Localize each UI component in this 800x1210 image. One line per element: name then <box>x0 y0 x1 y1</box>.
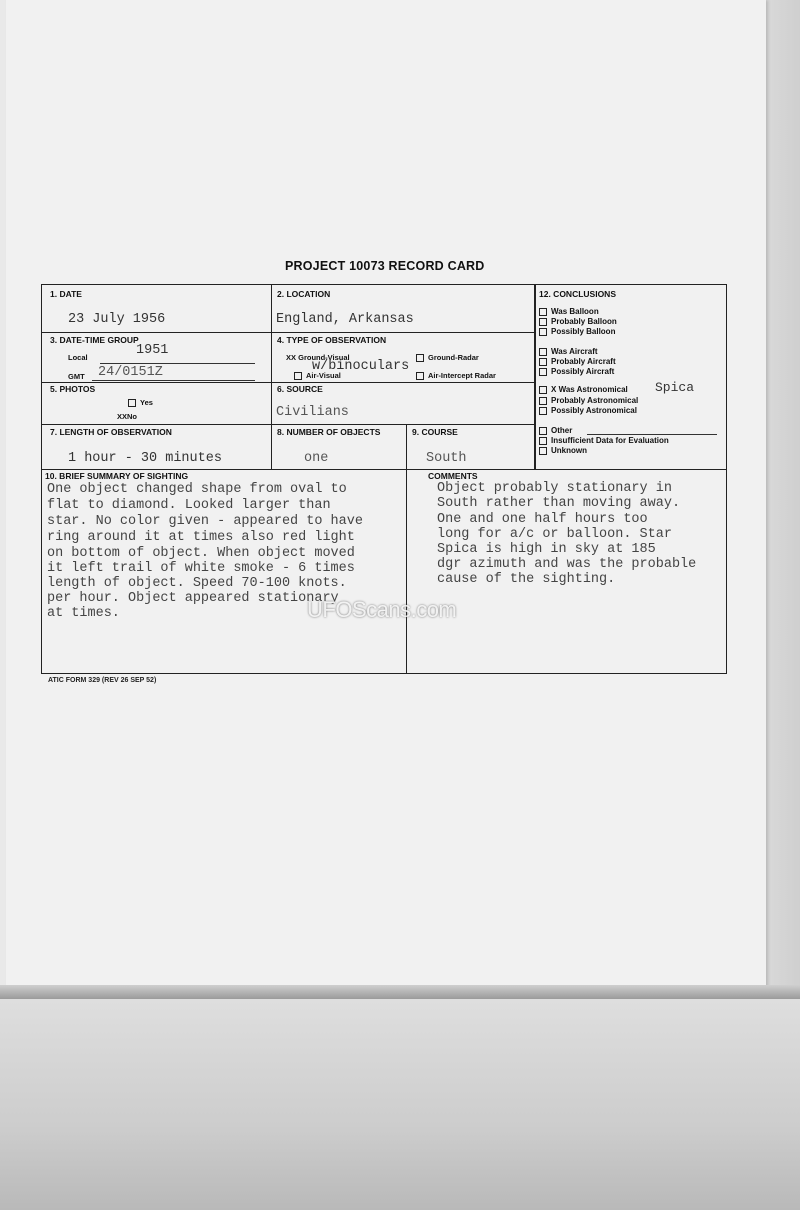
form-id: ATIC FORM 329 (REV 26 SEP 52) <box>48 677 157 684</box>
divider <box>406 424 407 469</box>
local-label: Local <box>68 353 88 362</box>
checkbox-icon <box>539 397 547 405</box>
source-label: 6. SOURCE <box>277 384 323 394</box>
checkbox-icon <box>539 437 547 445</box>
lower-background <box>0 999 800 1210</box>
comment-line: Object probably stationary in <box>437 481 672 496</box>
divider <box>42 469 726 470</box>
divider <box>406 469 407 673</box>
checkbox-icon <box>539 318 547 326</box>
checkbox-icon <box>539 308 547 316</box>
typed-x-mark: X <box>551 385 557 394</box>
divider <box>534 285 536 469</box>
photos-yes-text: Yes <box>140 398 153 407</box>
was-aircraft-text: Was Aircraft <box>551 347 598 356</box>
local-underline <box>100 363 255 364</box>
unknown-text: Unknown <box>551 446 587 455</box>
spica-note: Spica <box>655 380 695 395</box>
conclusions-label: 12. CONCLUSIONS <box>539 289 616 299</box>
checkbox-icon <box>294 372 302 380</box>
watermark: UFOScans.com <box>307 597 457 622</box>
checkbox-icon <box>416 372 424 380</box>
divider <box>271 382 534 383</box>
number-of-objects-label: 8. NUMBER OF OBJECTS <box>277 427 381 437</box>
divider <box>271 424 272 469</box>
background-shadow <box>766 0 800 1000</box>
comment-line: dgr azimuth and was the probable <box>437 557 697 572</box>
was-aircraft-option <box>539 347 598 356</box>
summary-line: on bottom of object. When object moved <box>47 546 355 561</box>
comment-line: long for a/c or balloon. Star <box>437 527 672 542</box>
paper-edge <box>0 985 800 999</box>
divider <box>42 424 534 425</box>
divider <box>42 332 534 333</box>
length-value: 1 hour - 30 minutes <box>68 451 222 466</box>
location-label: 2. LOCATION <box>277 289 331 299</box>
summary-line: length of object. Speed 70-100 knots. <box>47 576 347 591</box>
probably-astronomical-text: Probably Astronomical <box>551 396 639 405</box>
possibly-astronomical-text: Possibly Astronomical <box>551 406 637 415</box>
checkbox-icon <box>128 399 136 407</box>
air-intercept-radar-option <box>416 371 496 380</box>
ground-visual-text: Ground-Visual <box>298 353 350 362</box>
was-balloon-text: Was Balloon <box>551 307 599 316</box>
possibly-balloon-text: Possibly Balloon <box>551 327 616 336</box>
summary-line: at times. <box>47 606 120 621</box>
photos-yes-option <box>128 398 153 407</box>
probably-balloon-option <box>539 317 617 326</box>
was-balloon-option <box>539 307 599 316</box>
divider <box>42 382 271 383</box>
checkbox-icon <box>539 407 547 415</box>
divider <box>271 285 272 424</box>
binoculars-note: w/binoculars <box>312 359 410 374</box>
checkbox-icon <box>539 328 547 336</box>
ground-radar-option <box>416 353 479 362</box>
summary-line: One object changed shape from oval to <box>47 482 347 497</box>
photos-label: 5. PHOTOS <box>50 384 96 394</box>
summary-line: per hour. Object appeared stationary <box>47 591 339 606</box>
comments-label: COMMENTS <box>428 471 478 481</box>
date-time-group-label: 3. DATE-TIME GROUP <box>50 335 139 345</box>
probably-aircraft-text: Probably Aircraft <box>551 357 616 366</box>
checkbox-icon <box>416 354 424 362</box>
checkbox-icon <box>539 368 547 376</box>
summary-line: star. No color given - appeared to have <box>47 514 363 529</box>
unknown-option <box>539 446 587 455</box>
ground-radar-text: Ground-Radar <box>428 353 479 362</box>
other-underline <box>587 434 717 435</box>
other-text: Other <box>551 426 573 435</box>
length-label: 7. LENGTH OF OBSERVATION <box>50 427 172 437</box>
comment-line: South rather than moving away. <box>437 496 681 511</box>
type-of-observation-label: 4. TYPE OF OBSERVATION <box>277 335 387 345</box>
checkbox-icon <box>539 427 547 435</box>
air-visual-text: Air-Visual <box>306 371 341 380</box>
checkbox-icon <box>539 447 547 455</box>
number-of-objects-value: one <box>304 451 329 466</box>
insufficient-data-option <box>539 436 669 445</box>
gmt-value: 24/0151Z <box>98 365 163 380</box>
date-value: 23 July 1956 <box>68 312 166 327</box>
location-value: England, Arkansas <box>276 312 414 327</box>
card-title: PROJECT 10073 RECORD CARD <box>285 259 485 273</box>
possibly-aircraft-option <box>539 367 614 376</box>
probably-astronomical-option <box>539 396 638 405</box>
possibly-aircraft-text: Possibly Aircraft <box>551 367 615 376</box>
photos-no-option <box>117 412 137 421</box>
comment-line: cause of the sighting. <box>437 572 616 587</box>
comment-line: One and one half hours too <box>437 512 648 527</box>
summary-line: it left trail of white smoke - 6 times <box>47 561 355 576</box>
course-label: 9. COURSE <box>412 427 458 437</box>
possibly-balloon-option <box>539 327 615 336</box>
was-astronomical-text: Was Astronomical <box>558 385 628 394</box>
insufficient-data-text: Insufficient Data for Evaluation <box>551 436 669 445</box>
source-value: Civilians <box>276 405 349 420</box>
checkbox-icon <box>539 348 547 356</box>
checkbox-icon <box>539 358 547 366</box>
local-value: 1951 <box>136 343 169 358</box>
typed-x-mark: XX <box>286 353 297 362</box>
probably-balloon-text: Probably Balloon <box>551 317 617 326</box>
summary-line: flat to diamond. Looked larger than <box>47 498 331 513</box>
photos-no-text: No <box>127 412 138 421</box>
summary-label: 10. BRIEF SUMMARY OF SIGHTING <box>45 471 189 481</box>
air-intercept-radar-text: Air-Intercept Radar <box>428 371 496 380</box>
comment-line: Spica is high in sky at 185 <box>437 542 656 557</box>
typed-x-mark: XX <box>117 412 128 421</box>
was-astronomical-option <box>539 385 628 394</box>
possibly-astronomical-option <box>539 406 637 415</box>
summary-line: ring around it at times also red light <box>47 530 355 545</box>
course-value: South <box>426 451 467 466</box>
gmt-underline <box>92 380 255 381</box>
gmt-label: GMT <box>68 372 85 381</box>
checkbox-icon <box>539 386 547 394</box>
date-label: 1. DATE <box>50 289 82 299</box>
probably-aircraft-option <box>539 357 616 366</box>
other-option <box>539 426 572 435</box>
